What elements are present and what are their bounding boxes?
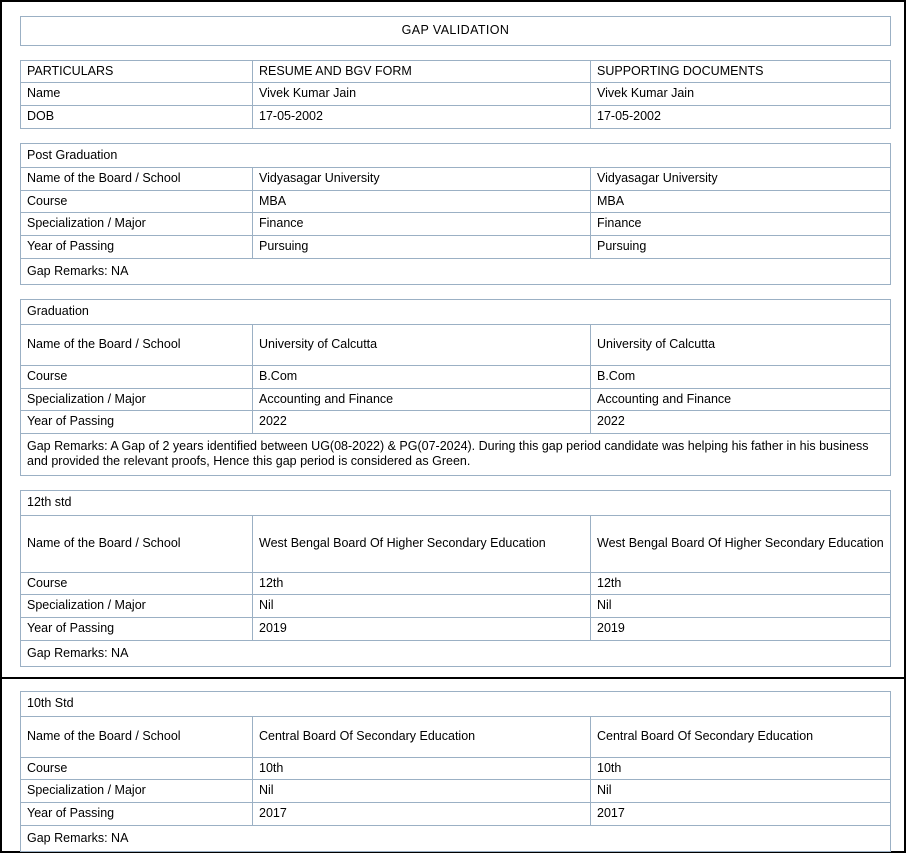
table-row xyxy=(21,617,891,640)
row-value-board-supporting: West Bengal Board Of Higher Secondary Education xyxy=(591,515,891,572)
table-row xyxy=(21,17,891,46)
row-label-board: Name of the Board / School xyxy=(21,168,253,191)
table-row xyxy=(21,236,891,259)
identity-table xyxy=(20,60,891,129)
row-value-course-resume: B.Com xyxy=(253,365,591,388)
row-label-course: Course xyxy=(21,365,253,388)
gap-remarks: Gap Remarks: NA xyxy=(21,640,891,667)
section-heading: 12th std xyxy=(21,491,891,516)
row-label-specialization: Specialization / Major xyxy=(21,780,253,803)
table-row xyxy=(21,803,891,826)
row-value-board-resume: West Bengal Board Of Higher Secondary Education xyxy=(253,515,591,572)
row-value-board-resume: University of Calcutta xyxy=(253,324,591,365)
row-value-year-resume: 2017 xyxy=(253,803,591,826)
row-value-board-supporting: Central Board Of Secondary Education xyxy=(591,716,891,757)
row-value-course-supporting: 10th xyxy=(591,757,891,780)
table-row xyxy=(21,411,891,434)
table-row xyxy=(21,716,891,757)
remarks-row xyxy=(21,258,891,285)
row-label-year: Year of Passing xyxy=(21,803,253,826)
table-row xyxy=(21,324,891,365)
remarks-row xyxy=(21,433,891,475)
row-label-year: Year of Passing xyxy=(21,617,253,640)
title-table xyxy=(20,16,891,46)
document-title: GAP VALIDATION xyxy=(21,17,891,46)
row-value-year-supporting: 2022 xyxy=(591,411,891,434)
row-label-specialization: Specialization / Major xyxy=(21,595,253,618)
table-row xyxy=(21,213,891,236)
remarks-row xyxy=(21,825,891,852)
row-value-year-supporting: Pursuing xyxy=(591,236,891,259)
row-label-year: Year of Passing xyxy=(21,236,253,259)
row-value-year-resume: Pursuing xyxy=(253,236,591,259)
upper-section xyxy=(2,2,904,679)
row-value-dob-supporting: 17-05-2002 xyxy=(591,105,891,128)
table-row xyxy=(21,780,891,803)
row-label-course: Course xyxy=(21,757,253,780)
table-row xyxy=(21,572,891,595)
row-value-specialization-supporting: Nil xyxy=(591,780,891,803)
row-value-course-resume: 12th xyxy=(253,572,591,595)
section-heading: 10th Std xyxy=(21,692,891,717)
row-value-board-resume: Vidyasagar University xyxy=(253,168,591,191)
row-value-year-supporting: 2019 xyxy=(591,617,891,640)
table-header-row xyxy=(21,60,891,83)
row-value-specialization-supporting: Accounting and Finance xyxy=(591,388,891,411)
row-value-specialization-resume: Finance xyxy=(253,213,591,236)
section-graduation xyxy=(20,299,891,476)
row-value-board-supporting: Vidyasagar University xyxy=(591,168,891,191)
row-value-year-resume: 2022 xyxy=(253,411,591,434)
row-label-board: Name of the Board / School xyxy=(21,515,253,572)
row-value-course-resume: MBA xyxy=(253,190,591,213)
row-label-specialization: Specialization / Major xyxy=(21,388,253,411)
remarks-row xyxy=(21,640,891,667)
table-row xyxy=(21,388,891,411)
row-value-course-supporting: 12th xyxy=(591,572,891,595)
section-10th-std xyxy=(20,691,891,852)
table-row xyxy=(21,168,891,191)
row-value-specialization-resume: Nil xyxy=(253,780,591,803)
section-post-graduation xyxy=(20,143,891,286)
section-heading: Graduation xyxy=(21,300,891,325)
row-label-specialization: Specialization / Major xyxy=(21,213,253,236)
section-heading-row xyxy=(21,143,891,168)
row-value-name-resume: Vivek Kumar Jain xyxy=(253,83,591,106)
row-label-course: Course xyxy=(21,190,253,213)
row-value-course-resume: 10th xyxy=(253,757,591,780)
table-row xyxy=(21,365,891,388)
row-value-year-supporting: 2017 xyxy=(591,803,891,826)
table-row xyxy=(21,757,891,780)
section-12th-std xyxy=(20,490,891,667)
row-value-specialization-resume: Nil xyxy=(253,595,591,618)
table-row xyxy=(21,595,891,618)
section-heading-row xyxy=(21,692,891,717)
column-header-resume: RESUME AND BGV FORM xyxy=(253,60,591,83)
row-value-board-supporting: University of Calcutta xyxy=(591,324,891,365)
row-label-year: Year of Passing xyxy=(21,411,253,434)
lower-section xyxy=(2,679,904,862)
row-value-specialization-resume: Accounting and Finance xyxy=(253,388,591,411)
table-row xyxy=(21,83,891,106)
row-value-course-supporting: B.Com xyxy=(591,365,891,388)
row-value-year-resume: 2019 xyxy=(253,617,591,640)
table-row xyxy=(21,190,891,213)
row-value-dob-resume: 17-05-2002 xyxy=(253,105,591,128)
row-label-course: Course xyxy=(21,572,253,595)
section-heading-row xyxy=(21,491,891,516)
gap-remarks: Gap Remarks: NA xyxy=(21,825,891,852)
row-label-dob: DOB xyxy=(21,105,253,128)
row-value-course-supporting: MBA xyxy=(591,190,891,213)
row-value-name-supporting: Vivek Kumar Jain xyxy=(591,83,891,106)
table-row xyxy=(21,515,891,572)
column-header-supporting: SUPPORTING DOCUMENTS xyxy=(591,60,891,83)
table-row xyxy=(21,105,891,128)
row-value-specialization-supporting: Finance xyxy=(591,213,891,236)
column-header-particulars: PARTICULARS xyxy=(21,60,253,83)
section-heading-row xyxy=(21,300,891,325)
section-heading: Post Graduation xyxy=(21,143,891,168)
row-label-board: Name of the Board / School xyxy=(21,324,253,365)
gap-remarks: Gap Remarks: A Gap of 2 years identified between UG(08-2022) & PG(07-2024). During this gap period candidate was helping his father in his business and provided the relevant proofs, Hence this gap period is considered as Green. xyxy=(21,433,891,475)
row-label-board: Name of the Board / School xyxy=(21,716,253,757)
gap-remarks: Gap Remarks: NA xyxy=(21,258,891,285)
row-label-name: Name xyxy=(21,83,253,106)
row-value-specialization-supporting: Nil xyxy=(591,595,891,618)
row-value-board-resume: Central Board Of Secondary Education xyxy=(253,716,591,757)
